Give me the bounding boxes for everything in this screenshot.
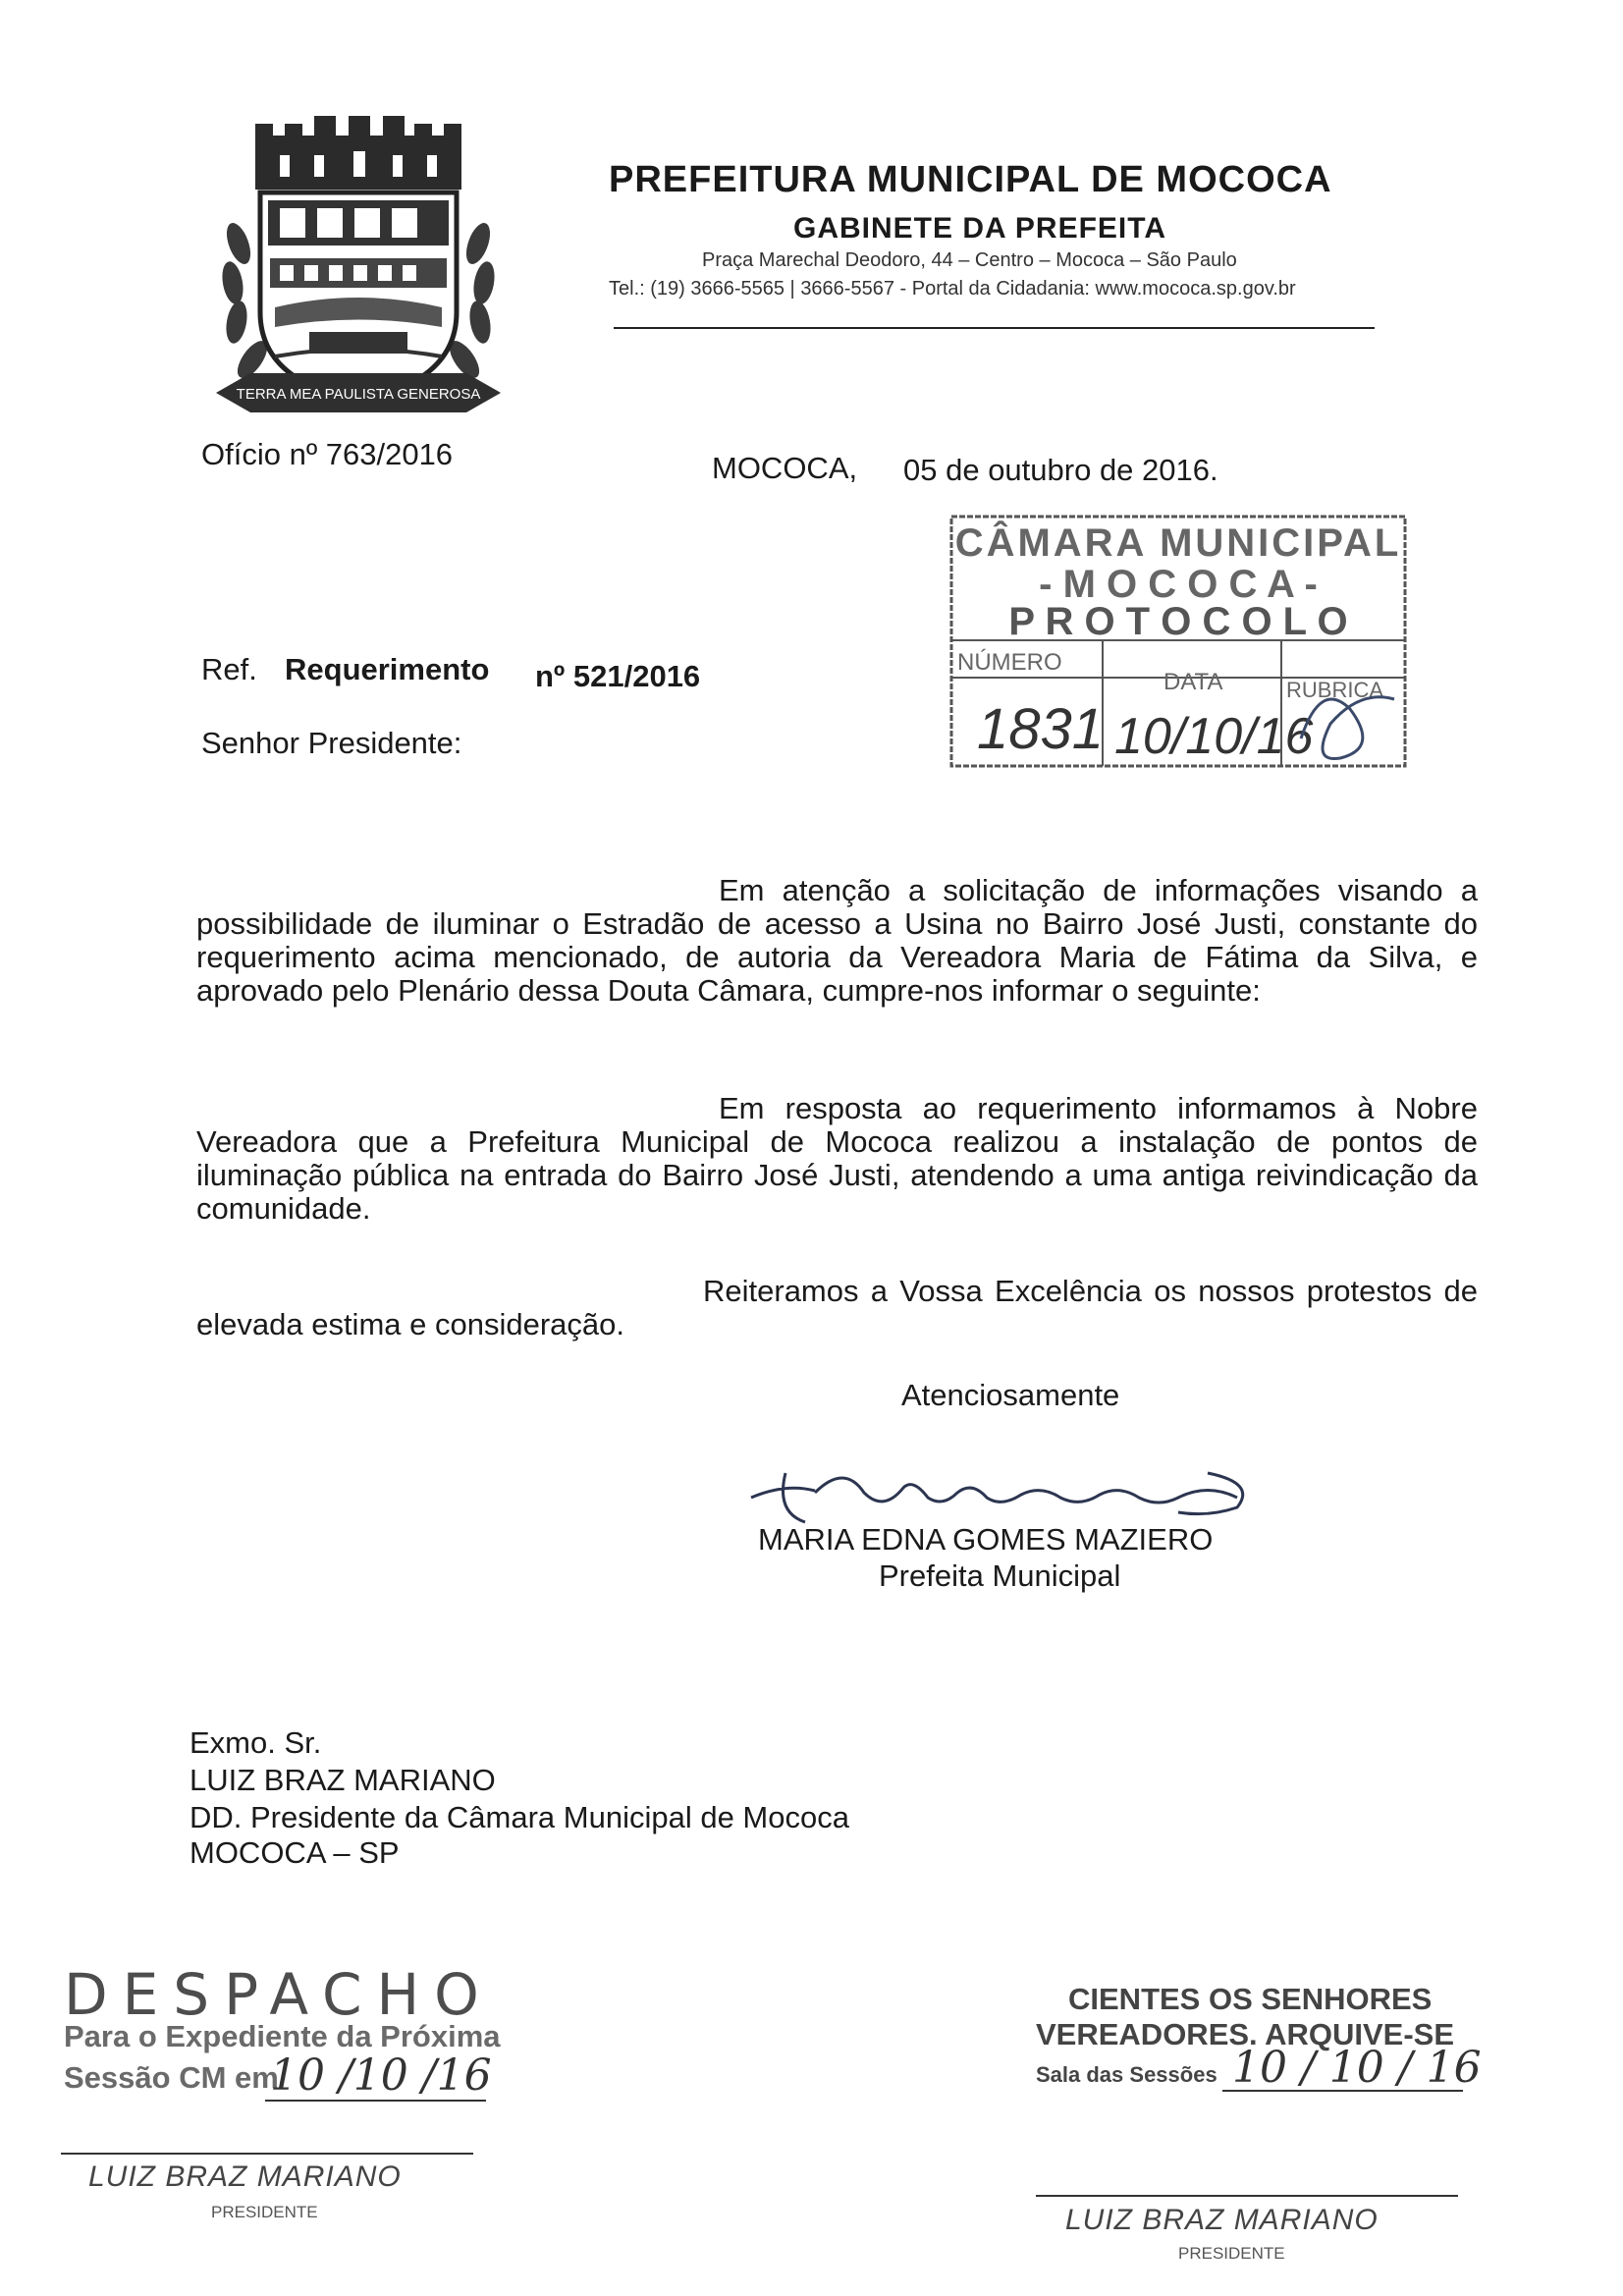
- signature-title: Prefeita Municipal: [879, 1558, 1121, 1593]
- body-paragraph-1: Em atenção a solicitação de informações visando a possibilidade de iluminar o Estradão de acesso a Usina no Bairro José Justi, constante do requerimento acima mencionado, de autoria da Vereadora Maria de Fátima da Silva, e aprovado pelo Plenário dessa Douta Câmara, cumpre-nos informar o seguinte:: [196, 873, 1478, 1008]
- cientes-role: PRESIDENTE: [1178, 2244, 1285, 2263]
- header-address: Praça Marechal Deodoro, 44 – Centro – Mococa – São Paulo: [702, 249, 1237, 271]
- despacho-signature-line: [61, 2153, 473, 2155]
- oficio-number: Ofício nº 763/2016: [201, 437, 454, 471]
- municipal-crest-logo: [211, 116, 506, 430]
- despacho-title: DESPACHO: [64, 1961, 494, 2028]
- recipient-line3: DD. Presidente da Câmara Municipal de Mococa: [189, 1800, 849, 1834]
- recipient-line4: MOCOCA – SP: [189, 1835, 400, 1870]
- cientes-line1: CIENTES OS SENHORES: [1068, 1982, 1433, 2016]
- stamp-data-value: 10/10/16: [1114, 708, 1314, 765]
- salutation: Senhor Presidente:: [201, 726, 462, 760]
- despacho-date-line: [265, 2100, 486, 2102]
- crest-motto: TERRA MEA PAULISTA GENEROSA: [236, 386, 481, 403]
- header-contact: Tel.: (19) 3666-5565 | 3666-5567 - Portal da Cidadania: www.mococa.sp.gov.br: [609, 278, 1296, 300]
- cientes-date-value: 10 / 10 / 16: [1232, 2043, 1482, 2093]
- stamp-col-numero: NÚMERO: [957, 649, 1062, 676]
- letter-place: MOCOCA,: [712, 451, 858, 485]
- despacho-date-value: 10 /10 /16: [270, 2050, 492, 2101]
- despacho-name: LUIZ BRAZ MARIANO: [88, 2160, 402, 2193]
- cientes-line2: VEREADORES. ARQUIVE-SE: [1036, 2017, 1455, 2051]
- stamp-numero-value: 1831: [977, 697, 1105, 761]
- header-title: PREFEITURA MUNICIPAL DE MOCOCA: [609, 159, 1332, 200]
- protocol-stamp: [947, 513, 1409, 770]
- cientes-signature-line: [1036, 2195, 1458, 2197]
- ref-number: nº 521/2016: [535, 659, 701, 693]
- stamp-col-data: DATA: [1163, 669, 1223, 695]
- stamp-line3: P R O T O C O L O: [1008, 600, 1348, 643]
- body-paragraph-2: Em resposta ao requerimento informamos à Nobre Vereadora que a Prefeitura Municipal de Mococa realizou a instalação de pontos de iluminação pública na entrada do Bairro José Justi, atendendo a uma antiga reivindicação da comunidade.: [196, 1091, 1478, 1226]
- cientes-date-line: [1222, 2090, 1463, 2092]
- header-divider: [614, 327, 1375, 329]
- stamp-col-rubrica: RUBRICA: [1286, 678, 1384, 702]
- recipient-line1: Exmo. Sr.: [189, 1725, 322, 1760]
- stamp-line1: CÂMARA MUNICIPAL: [954, 521, 1402, 565]
- body-paragraph-3: Reiteramos a Vossa Excelência os nossos protestos de elevada estima e consideração.: [196, 1274, 1478, 1341]
- handwritten-signature: [746, 1453, 1257, 1532]
- cientes-name: LUIZ BRAZ MARIANO: [1065, 2204, 1379, 2236]
- signature-name: MARIA EDNA GOMES MAZIERO: [758, 1522, 1214, 1557]
- closing: Atenciosamente: [901, 1378, 1120, 1412]
- despacho-line2: Sessão CM em: [64, 2060, 279, 2095]
- despacho-line1: Para o Expediente da Próxima: [64, 2019, 501, 2053]
- header-subtitle: GABINETE DA PREFEITA: [793, 212, 1167, 245]
- cientes-line3: Sala das Sessões: [1036, 2062, 1217, 2087]
- rubrica-signature-icon: [1301, 697, 1394, 759]
- despacho-role: PRESIDENTE: [211, 2203, 318, 2221]
- ref-document: Requerimento: [285, 652, 490, 686]
- ref-label: Ref.: [201, 652, 257, 686]
- recipient-line2: LUIZ BRAZ MARIANO: [189, 1763, 496, 1797]
- stamp-line2: - M O C O C A -: [1039, 563, 1318, 606]
- letter-date: 05 de outubro de 2016.: [903, 453, 1218, 487]
